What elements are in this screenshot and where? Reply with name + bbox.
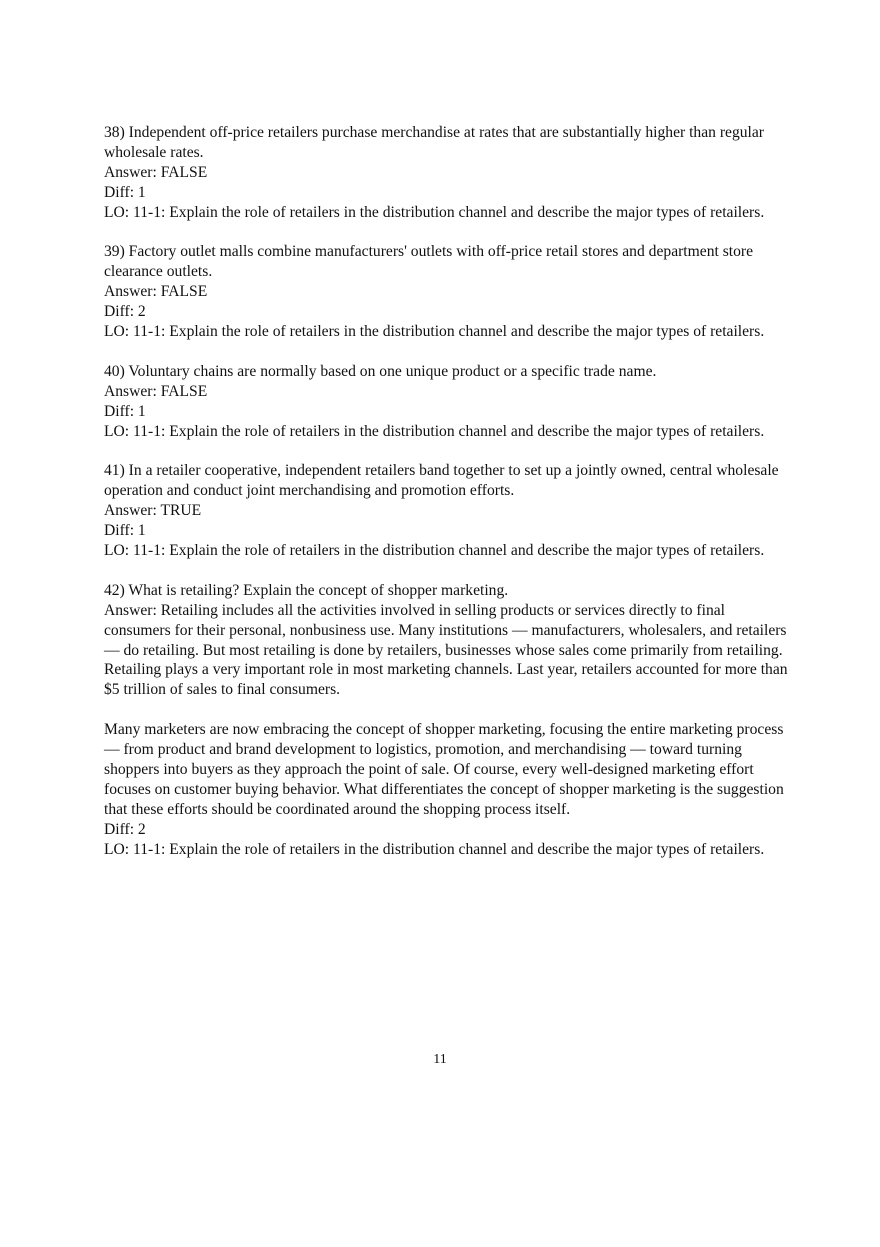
learning-objective: LO: 11-1: Explain the role of retailers in the distribution channel and describe the major types of retailers. bbox=[104, 323, 765, 341]
difficulty-line: Diff: 1 bbox=[104, 183, 146, 201]
answer-paragraph-1: Answer: Retailing includes all the activities involved in selling products or services directly to final consumers for their personal, nonbusiness use. Many institutions — manufacturers, wholesalers, and retailers — do retailing. But most retailing is done by retailers, businesses whose sales come primarily from retailing. Retailing plays a very important role in most marketing channels. Last year, retailers accounted for more than $5 trillion of sales to final consumers. bbox=[104, 601, 788, 699]
question-39 bbox=[104, 242, 794, 342]
answer-line: Answer: FALSE bbox=[104, 382, 208, 400]
difficulty-line: Diff: 1 bbox=[104, 402, 146, 420]
answer-line: Answer: FALSE bbox=[104, 163, 208, 181]
learning-objective: LO: 11-1: Explain the role of retailers in the distribution channel and describe the major types of retailers. bbox=[104, 203, 765, 221]
question-text: 41) In a retailer cooperative, independent retailers band together to set up a jointly owned, central wholesale operation and conduct joint merchandising and promotion efforts. bbox=[104, 462, 779, 500]
paragraph-gap bbox=[104, 700, 794, 720]
question-text: 39) Factory outlet malls combine manufacturers' outlets with off-price retail stores and department store clearance outlets. bbox=[104, 243, 754, 281]
question-38 bbox=[104, 123, 794, 223]
question-42 bbox=[104, 581, 794, 860]
difficulty-line: Diff: 2 bbox=[104, 820, 146, 838]
page-content bbox=[104, 123, 794, 879]
question-text: 40) Voluntary chains are normally based on one unique product or a specific trade name. bbox=[104, 362, 657, 380]
answer-line: Answer: FALSE bbox=[104, 283, 208, 301]
learning-objective: LO: 11-1: Explain the role of retailers in the distribution channel and describe the major types of retailers. bbox=[104, 541, 765, 559]
question-text: 38) Independent off-price retailers purchase merchandise at rates that are substantially higher than regular wholesale rates. bbox=[104, 124, 765, 161]
answer-paragraph-2: Many marketers are now embracing the concept of shopper marketing, focusing the entire marketing process — from product and brand development to logistics, promotion, and merchandising — toward turning shoppers into buyers as they approach the point of sale. Of course, every well-designed marketing effort focuses on customer buying behavior. What differentiates the concept of shopper marketing is the suggestion that these efforts should be coordinated around the shopping process itself. bbox=[104, 721, 784, 818]
page-number: 11 bbox=[433, 1052, 447, 1067]
difficulty-line: Diff: 1 bbox=[104, 522, 146, 540]
difficulty-line: Diff: 2 bbox=[104, 303, 146, 321]
learning-objective: LO: 11-1: Explain the role of retailers in the distribution channel and describe the major types of retailers. bbox=[104, 422, 765, 440]
question-41 bbox=[104, 461, 794, 561]
question-40 bbox=[104, 362, 794, 442]
answer-line: Answer: TRUE bbox=[104, 502, 202, 520]
learning-objective: LO: 11-1: Explain the role of retailers in the distribution channel and describe the major types of retailers. bbox=[104, 840, 765, 858]
question-text: 42) What is retailing? Explain the concept of shopper marketing. bbox=[104, 581, 509, 599]
